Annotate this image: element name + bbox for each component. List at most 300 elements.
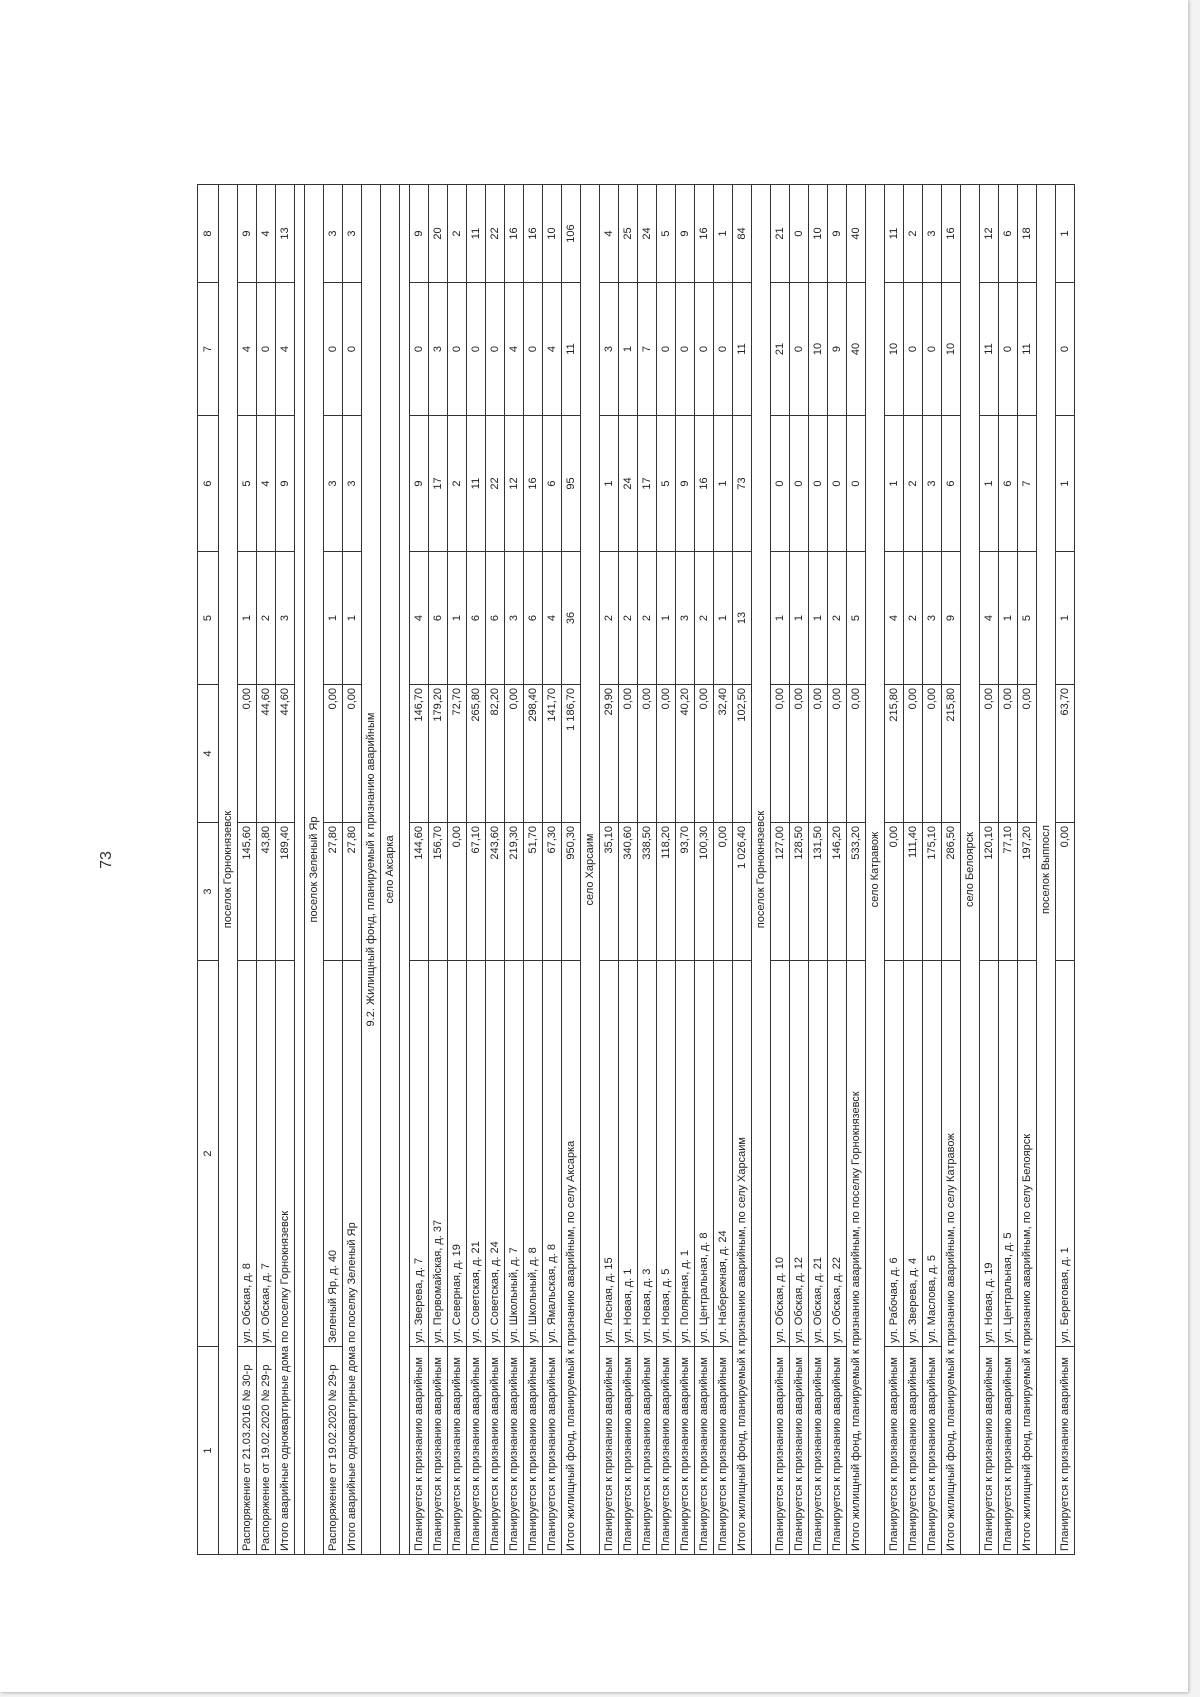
table-cell: 2: [257, 552, 276, 685]
table-cell: 25: [619, 185, 638, 283]
table-cell: 1: [448, 552, 467, 685]
section-row: [961, 185, 980, 1555]
table-cell: 0,00: [695, 685, 714, 823]
table-cell: 1: [790, 552, 809, 685]
table-cell: 5: [657, 185, 676, 283]
table-cell: 0: [1056, 283, 1075, 416]
table-cell: ул. Обская, д. 21: [809, 961, 828, 1347]
table-cell: 219,30: [505, 823, 524, 961]
table-cell: 4: [276, 283, 295, 416]
table-cell: ул. Зверева, д. 7: [410, 961, 429, 1347]
table-cell: 2: [448, 185, 467, 283]
table-cell: 0: [324, 283, 343, 416]
table-cell: 1: [619, 283, 638, 416]
table-cell: 3: [505, 552, 524, 685]
table-cell: 7: [1018, 416, 1037, 552]
table-cell: 3: [429, 283, 448, 416]
table-cell: 2: [828, 552, 847, 685]
table-cell: 215,80: [885, 685, 904, 823]
table-cell: 12: [980, 185, 999, 283]
table-cell: Планируется к признанию аварийным: [923, 1347, 942, 1555]
table-cell: 0,00: [809, 685, 828, 823]
table-cell: 3: [324, 416, 343, 552]
column-header: 6: [198, 416, 219, 552]
table-cell: 44,60: [276, 685, 295, 823]
section-title: поселок Горнокнязевск: [752, 185, 771, 1555]
table-cell: 3: [343, 185, 362, 283]
table-cell: 5: [238, 416, 257, 552]
table-row: [923, 185, 942, 1555]
table-cell: Планируется к признанию аварийным: [885, 1347, 904, 1555]
table-cell: Планируется к признанию аварийным: [619, 1347, 638, 1555]
table-cell: 10: [942, 283, 961, 416]
table-cell: 3: [324, 185, 343, 283]
table-cell: 9: [410, 416, 429, 552]
table-cell: ул. Маслова, д. 5: [923, 961, 942, 1347]
table-cell: 144,60: [410, 823, 429, 961]
table-cell: 6: [543, 416, 562, 552]
table-cell: 0,00: [923, 685, 942, 823]
table-cell: 11: [980, 283, 999, 416]
table-cell: Планируется к признанию аварийным: [771, 1347, 790, 1555]
table-cell: 2: [638, 552, 657, 685]
table-cell: 16: [524, 185, 543, 283]
table-cell: 533,20: [847, 823, 866, 961]
table-cell: 6: [942, 416, 961, 552]
table-cell: 93,70: [676, 823, 695, 961]
table-cell: 43,80: [257, 823, 276, 961]
table-cell: Планируется к признанию аварийным: [448, 1347, 467, 1555]
table-cell: 1: [980, 416, 999, 552]
table-cell: 1: [1056, 552, 1075, 685]
table-cell: 0: [847, 416, 866, 552]
section-row: [305, 185, 324, 1555]
table-cell: 340,60: [619, 823, 638, 961]
table-cell: 0,00: [238, 685, 257, 823]
table-cell: ул. Береговая, д. 1: [1056, 961, 1075, 1347]
table-cell: 0,00: [980, 685, 999, 823]
table-cell: 4: [980, 552, 999, 685]
table-cell: 0: [524, 283, 543, 416]
table-row: [695, 185, 714, 1555]
table-cell: ул. Центральная, д. 5: [999, 961, 1018, 1347]
table-cell: 63,70: [1056, 685, 1075, 823]
table-cell: Планируется к признанию аварийным: [638, 1347, 657, 1555]
table-cell: 35,10: [600, 823, 619, 961]
table-cell: ул. Ямальская, д. 8: [543, 961, 562, 1347]
table-cell: 2: [448, 416, 467, 552]
table-cell: ул. Новая, д. 5: [657, 961, 676, 1347]
table-cell: 67,30: [543, 823, 562, 961]
table-cell: 0: [771, 416, 790, 552]
table-cell: 265,80: [467, 685, 486, 823]
table-cell: ул. Советская, д. 24: [486, 961, 505, 1347]
table-row: [486, 185, 505, 1555]
table-cell: 3: [676, 552, 695, 685]
table-cell: Планируется к признанию аварийным: [429, 1347, 448, 1555]
table-cell: ул. Набережная, д. 24: [714, 961, 733, 1347]
table-cell: 4: [257, 185, 276, 283]
table-cell: 1: [771, 552, 790, 685]
table-body: [198, 185, 1075, 1555]
table-cell: 3: [923, 416, 942, 552]
table-row: [467, 185, 486, 1555]
table-cell: 0,00: [714, 823, 733, 961]
table-cell: 0: [695, 283, 714, 416]
section-row: [219, 185, 238, 1555]
table-cell: 1: [885, 416, 904, 552]
table-cell: Планируется к признанию аварийным: [1056, 1347, 1075, 1555]
table-cell: 0,00: [999, 685, 1018, 823]
table-cell: 16: [505, 185, 524, 283]
table-cell: 0,00: [1018, 685, 1037, 823]
table-cell: 6: [467, 552, 486, 685]
table-cell: 1: [600, 416, 619, 552]
table-cell: 215,80: [942, 685, 961, 823]
table-cell: 146,20: [828, 823, 847, 961]
table-cell: 0: [486, 283, 505, 416]
section-row: [581, 185, 600, 1555]
table-cell: 3: [923, 552, 942, 685]
table-cell: 175,10: [923, 823, 942, 961]
table-cell: 9: [676, 185, 695, 283]
table-cell: 127,00: [771, 823, 790, 961]
table-row: [828, 185, 847, 1555]
table-cell: 100,30: [695, 823, 714, 961]
table-row: [809, 185, 828, 1555]
table-cell: 111,40: [904, 823, 923, 961]
table-cell: 0: [790, 283, 809, 416]
table-cell: Планируется к признанию аварийным: [467, 1347, 486, 1555]
table-cell: 9: [942, 552, 961, 685]
table-row: [324, 185, 343, 1555]
table-cell: 40,20: [676, 685, 695, 823]
table-cell: 1 186,70: [562, 685, 581, 823]
table-cell: 67,10: [467, 823, 486, 961]
table-cell: Планируется к признанию аварийным: [600, 1347, 619, 1555]
table-cell: 6: [999, 185, 1018, 283]
table-cell: 0,00: [619, 685, 638, 823]
table-row: [714, 185, 733, 1555]
table-cell: 24: [619, 416, 638, 552]
table-cell: 4: [505, 283, 524, 416]
table-cell: 17: [429, 416, 448, 552]
table-cell: 9: [238, 185, 257, 283]
table-cell: 0: [828, 416, 847, 552]
table-cell: 0,00: [1056, 823, 1075, 961]
table-cell: 11: [1018, 283, 1037, 416]
table-cell: 2: [600, 552, 619, 685]
table-cell: 179,20: [429, 685, 448, 823]
column-header: 5: [198, 552, 219, 685]
table-cell: 16: [695, 416, 714, 552]
table-cell: ул. Новая, д. 1: [619, 961, 638, 1347]
table-cell: 11: [885, 185, 904, 283]
table-row: [638, 185, 657, 1555]
table-cell: Планируется к признанию аварийным: [714, 1347, 733, 1555]
table-cell: Планируется к признанию аварийным: [524, 1347, 543, 1555]
total-label: Итого аварийные одноквартирные дома по поселку Горнокнязевск: [276, 961, 295, 1555]
total-row: [733, 185, 752, 1555]
table-cell: 22: [486, 185, 505, 283]
total-row: [847, 185, 866, 1555]
table-cell: 4: [257, 416, 276, 552]
table-cell: Распоряжение от 21.03.2016 № 30-р: [238, 1347, 257, 1555]
section-row: [866, 185, 885, 1555]
table-cell: Планируется к признанию аварийным: [809, 1347, 828, 1555]
table-cell: 243,60: [486, 823, 505, 961]
table-cell: 6: [999, 416, 1018, 552]
table-cell: 197,20: [1018, 823, 1037, 961]
table-cell: 0: [467, 283, 486, 416]
table-cell: Планируется к признанию аварийным: [505, 1347, 524, 1555]
table-cell: 2: [904, 416, 923, 552]
table-cell: 16: [695, 185, 714, 283]
table-cell: 0: [904, 283, 923, 416]
total-label: Итого аварийные одноквартирные дома по поселку Зеленый Яр: [343, 961, 362, 1555]
table-cell: 0,00: [343, 685, 362, 823]
table-cell: 7: [638, 283, 657, 416]
table-cell: 18: [1018, 185, 1037, 283]
table-cell: 3: [923, 185, 942, 283]
spacer-cell: [295, 185, 305, 1555]
table-cell: 21: [771, 283, 790, 416]
table-cell: 0,00: [828, 685, 847, 823]
table-cell: 0: [657, 283, 676, 416]
total-label: Итого жилищный фонд, планируемый к признанию аварийным, по поселку Горнокнязевск: [847, 961, 866, 1555]
table-cell: 11: [467, 185, 486, 283]
table-cell: 20: [429, 185, 448, 283]
table-cell: 286,50: [942, 823, 961, 961]
table-cell: Планируется к признанию аварийным: [657, 1347, 676, 1555]
table-cell: ул. Обская, д. 12: [790, 961, 809, 1347]
table-cell: 10: [809, 185, 828, 283]
table-cell: 40: [847, 185, 866, 283]
table-cell: 0: [790, 185, 809, 283]
table-cell: ул. Обская, д. 22: [828, 961, 847, 1347]
table-cell: 156,70: [429, 823, 448, 961]
table-cell: 17: [638, 416, 657, 552]
table-cell: 29,90: [600, 685, 619, 823]
table-cell: 95: [562, 416, 581, 552]
total-label: Итого жилищный фонд, планируемый к признанию аварийным, по селу Катравож: [942, 961, 961, 1555]
column-header: 7: [198, 283, 219, 416]
table-cell: 6: [486, 552, 505, 685]
section-title: поселок Выппосл: [1037, 185, 1056, 1555]
table-cell: 0,00: [638, 685, 657, 823]
total-row: [942, 185, 961, 1555]
table-cell: 13: [733, 552, 752, 685]
table-cell: Распоряжение от 19.02.2020 № 29-р: [257, 1347, 276, 1555]
table-cell: 106: [562, 185, 581, 283]
table-cell: ул. Лесная, д. 15: [600, 961, 619, 1347]
table-cell: 1: [809, 552, 828, 685]
total-row: [276, 185, 295, 1555]
table-cell: 118,20: [657, 823, 676, 961]
table-cell: 11: [733, 283, 752, 416]
table-cell: 120,10: [980, 823, 999, 961]
table-cell: 22: [486, 416, 505, 552]
section-row: [1037, 185, 1056, 1555]
table-cell: Планируется к признанию аварийным: [543, 1347, 562, 1555]
column-header: 4: [198, 685, 219, 823]
table-cell: ул. Полярная, д. 1: [676, 961, 695, 1347]
table-cell: 77,10: [999, 823, 1018, 961]
table-cell: 9: [276, 416, 295, 552]
section-title: село Катравож: [866, 185, 885, 1555]
table-row: [257, 185, 276, 1555]
table-cell: 36: [562, 552, 581, 685]
table-cell: 40: [847, 283, 866, 416]
table-cell: 0,00: [448, 823, 467, 961]
total-label: Итого жилищный фонд, планируемый к признанию аварийным, по селу Белоярск: [1018, 961, 1037, 1555]
table-cell: 0,00: [904, 685, 923, 823]
table-row: [619, 185, 638, 1555]
total-label: Итого жилищный фонд, планируемый к признанию аварийным, по селу Харсаим: [733, 961, 752, 1555]
total-row: [1018, 185, 1037, 1555]
table-cell: 82,20: [486, 685, 505, 823]
table-row: [524, 185, 543, 1555]
table-cell: 2: [619, 552, 638, 685]
section-title: село Харсаим: [581, 185, 600, 1555]
table-cell: 6: [524, 552, 543, 685]
table-cell: Планируется к признанию аварийным: [980, 1347, 999, 1555]
table-cell: 5: [847, 552, 866, 685]
table-cell: 51,70: [524, 823, 543, 961]
table-cell: 0: [923, 283, 942, 416]
table-cell: ул. Обская, д. 10: [771, 961, 790, 1347]
table-cell: 145,60: [238, 823, 257, 961]
table-cell: 4: [543, 283, 562, 416]
table-cell: 1: [714, 185, 733, 283]
table-cell: Планируется к признанию аварийным: [410, 1347, 429, 1555]
spacer-cell: [400, 185, 410, 1555]
table-cell: 32,40: [714, 685, 733, 823]
table-cell: 44,60: [257, 685, 276, 823]
table-cell: Планируется к признанию аварийным: [695, 1347, 714, 1555]
table-cell: ул. Северная, д. 19: [448, 961, 467, 1347]
table-row: [410, 185, 429, 1555]
table-cell: 1: [714, 552, 733, 685]
table-cell: 4: [600, 185, 619, 283]
table-cell: 1: [714, 416, 733, 552]
table-cell: 0,00: [505, 685, 524, 823]
section-title: 9.2. Жилищный фонд, планируемый к признанию аварийным: [362, 185, 381, 1555]
table-cell: 0,00: [324, 685, 343, 823]
table-cell: 24: [638, 185, 657, 283]
section-title: поселок Зеленый Яр: [305, 185, 324, 1555]
table-cell: 102,50: [733, 685, 752, 823]
table-cell: 3: [343, 416, 362, 552]
table-cell: 0,00: [771, 685, 790, 823]
table-cell: 0: [343, 283, 362, 416]
table-cell: 0: [714, 283, 733, 416]
table-cell: 1: [238, 552, 257, 685]
table-cell: 146,70: [410, 685, 429, 823]
table-cell: Планируется к признанию аварийным: [904, 1347, 923, 1555]
table-cell: 0,00: [885, 823, 904, 961]
table-cell: ул. Школьный, д. 8: [524, 961, 543, 1347]
section-row: [381, 185, 400, 1555]
table-cell: ул. Новая, д. 3: [638, 961, 657, 1347]
table-cell: 1: [324, 552, 343, 685]
total-row: [343, 185, 362, 1555]
table-cell: 1 026,40: [733, 823, 752, 961]
table-row: [1056, 185, 1075, 1555]
table-cell: 12: [505, 416, 524, 552]
section-title: село Аксарка: [381, 185, 400, 1555]
table-cell: 0: [257, 283, 276, 416]
table-row: [676, 185, 695, 1555]
table-cell: ул. Первомайская, д. 37: [429, 961, 448, 1347]
table-cell: ул. Школьный, д. 7: [505, 961, 524, 1347]
table-cell: Планируется к признанию аварийным: [828, 1347, 847, 1555]
table-cell: 1: [657, 552, 676, 685]
table-cell: 16: [942, 185, 961, 283]
page-number: 73: [97, 851, 115, 869]
table-cell: 1: [1056, 185, 1075, 283]
table-cell: 131,50: [809, 823, 828, 961]
section-title: поселок Горнокнязевск: [219, 185, 238, 1555]
table-cell: 72,70: [448, 685, 467, 823]
table-cell: 21: [771, 185, 790, 283]
table-cell: 0: [809, 416, 828, 552]
table-row: [790, 185, 809, 1555]
table-row: [885, 185, 904, 1555]
table-cell: 4: [885, 552, 904, 685]
table-cell: ул. Обская, д. 8: [238, 961, 257, 1347]
table-row: [657, 185, 676, 1555]
table-cell: 0,00: [657, 685, 676, 823]
table-cell: 1: [999, 552, 1018, 685]
table-cell: 2: [904, 552, 923, 685]
table-cell: 128,50: [790, 823, 809, 961]
table-cell: ул. Советская, д. 21: [467, 961, 486, 1347]
column-header: 8: [198, 185, 219, 283]
table-cell: ул. Обская, д. 7: [257, 961, 276, 1347]
table-cell: 0,00: [847, 685, 866, 823]
table-cell: 1: [1056, 416, 1075, 552]
table-cell: Планируется к признанию аварийным: [676, 1347, 695, 1555]
table-cell: 9: [410, 185, 429, 283]
table-cell: ул. Центральная, д. 8: [695, 961, 714, 1347]
table-cell: 6: [429, 552, 448, 685]
table-cell: 27,80: [324, 823, 343, 961]
column-header: 3: [198, 823, 219, 961]
table-cell: 4: [238, 283, 257, 416]
housing-table: [197, 184, 1075, 1555]
table-cell: 27,80: [343, 823, 362, 961]
table-cell: 1: [343, 552, 362, 685]
table-cell: 950,30: [562, 823, 581, 961]
table-cell: Планируется к признанию аварийным: [999, 1347, 1018, 1555]
table-cell: 9: [828, 283, 847, 416]
table-row: [505, 185, 524, 1555]
table-cell: 189,40: [276, 823, 295, 961]
table-cell: 338,50: [638, 823, 657, 961]
table-cell: 2: [695, 552, 714, 685]
table-cell: ул. Рабочая, д. 6: [885, 961, 904, 1347]
section-row: [362, 185, 381, 1555]
table-cell: 9: [828, 185, 847, 283]
header-row: [198, 185, 219, 1555]
table-cell: 5: [657, 416, 676, 552]
table-cell: 11: [562, 283, 581, 416]
total-row: [562, 185, 581, 1555]
section-title: село Белоярск: [961, 185, 980, 1555]
table-cell: 0: [999, 283, 1018, 416]
table-cell: Распоряжение от 19.02.2020 № 29-р: [324, 1347, 343, 1555]
